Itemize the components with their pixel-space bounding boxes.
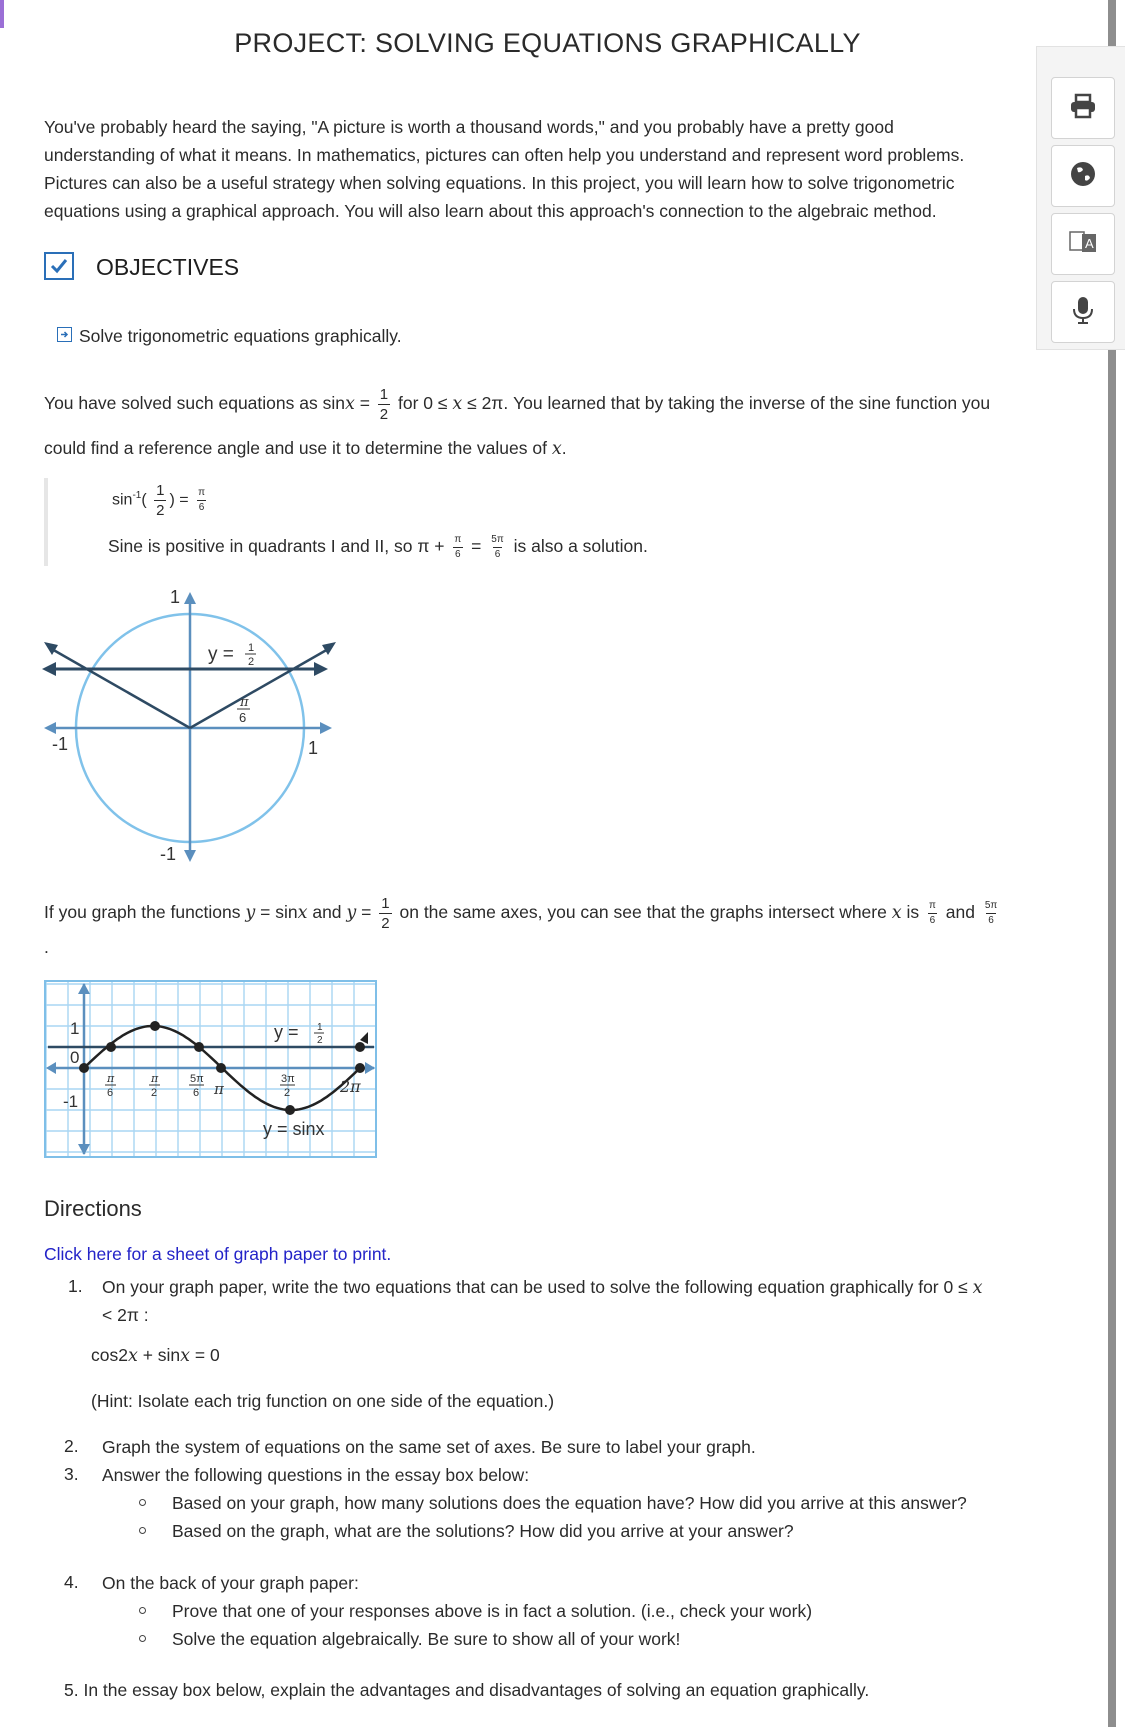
- quote-text-end: is also a solution.: [513, 536, 648, 556]
- var-x: x: [344, 394, 355, 415]
- point-pi: [216, 1063, 226, 1073]
- range-pre: for 0 ≤: [398, 393, 453, 414]
- step1-line1: On your graph paper, write the two equations that can be used to solve the following equation graphically for 0 ≤: [102, 1277, 973, 1297]
- eq-mid: + sin: [137, 1345, 181, 1365]
- graph-text-period: .: [44, 937, 49, 957]
- frac-num: π: [928, 900, 936, 911]
- frac-num: 1: [381, 895, 390, 912]
- point-2pi: [355, 1063, 365, 1073]
- intro-line-2: understanding of what it means. In mathematics, pictures can often help you understand and represent word problems.: [44, 145, 965, 165]
- ray-5pi-6: [50, 648, 190, 728]
- label-bottom-neg1: -1: [160, 844, 177, 864]
- step3-text: Answer the following questions in the essay box below:: [102, 1465, 530, 1485]
- y-axis-arrow-up: [184, 592, 196, 604]
- point-3pi-2: [285, 1105, 295, 1115]
- angle-den: 6: [239, 710, 247, 725]
- step1-number: 1.: [68, 1276, 83, 1296]
- point-origin: [79, 1063, 89, 1073]
- line-arrow-right: [314, 662, 328, 676]
- frac-den: 6: [198, 501, 205, 513]
- recall-text: You have solved such equations as sin: [44, 393, 345, 414]
- tick-3pi2-den: 2: [284, 1087, 291, 1099]
- ray-arrow-left: [44, 642, 58, 655]
- tick-pi2-den: 2: [151, 1087, 158, 1099]
- pi-over-6: [196, 488, 207, 513]
- ray-arrow-right: [322, 642, 336, 655]
- frac-num: π: [198, 486, 205, 498]
- line-arrow-left: [42, 662, 56, 676]
- label-left-neg1: -1: [52, 734, 69, 754]
- frac-num: 1: [379, 386, 389, 403]
- intersection-text: [44, 896, 1002, 931]
- var-y: y: [346, 903, 357, 924]
- step1-line2: < 2π :: [102, 1305, 149, 1325]
- label-half-num: 1: [317, 1022, 323, 1033]
- translate-button[interactable]: [1051, 213, 1115, 275]
- tool-panel: [1036, 46, 1125, 350]
- print-icon: [1069, 93, 1097, 124]
- pi-over-6: [452, 535, 463, 560]
- step3-bullet-2: Based on the graph, what are the solutions? How did you arrive at your answer?: [172, 1521, 794, 1541]
- gt-eq1: = sin: [255, 902, 298, 923]
- objective-item: Solve trigonometric equations graphically.: [79, 326, 402, 346]
- frac-num: 1: [156, 481, 165, 499]
- step4-number: 4.: [64, 1572, 79, 1592]
- graph-paper-link[interactable]: Click here for a sheet of graph paper to print.: [44, 1244, 392, 1264]
- recall-period: .: [561, 438, 567, 458]
- tick-5pi6-den: 6: [193, 1087, 200, 1099]
- point-pi-6: [106, 1042, 116, 1052]
- five-pi-over-6: [983, 901, 999, 926]
- step1-text: [102, 1273, 982, 1302]
- quote-bar: [44, 478, 48, 566]
- var-x: x: [452, 394, 463, 415]
- frac-den: 2: [156, 501, 165, 519]
- tick-pi6-num: π: [107, 1072, 115, 1085]
- frac-den: 2: [379, 406, 389, 423]
- frac-den: 6: [494, 548, 501, 560]
- label-1: 1: [70, 1019, 80, 1038]
- page-title: PROJECT: SOLVING EQUATIONS GRAPHICALLY: [234, 28, 861, 58]
- recall-eq: =: [354, 393, 370, 414]
- five-pi-over-6: [489, 535, 505, 560]
- frac-den: 2: [381, 915, 390, 932]
- gt-mid: on the same axes, you can see that the graphs intersect where: [394, 902, 892, 923]
- bullet: [139, 1607, 146, 1614]
- label-top-1: 1: [170, 588, 181, 607]
- quote-line-2: [108, 532, 648, 560]
- print-button[interactable]: [1051, 77, 1115, 139]
- tick-5pi6-num: 5π: [190, 1073, 204, 1085]
- translate-icon: [1068, 229, 1098, 260]
- bullet: [139, 1527, 146, 1534]
- label-sinx: y = sinx: [263, 1119, 325, 1139]
- label-neg1: -1: [63, 1092, 79, 1111]
- var-x: x: [180, 1346, 191, 1366]
- tick-pi2-num: π: [151, 1072, 159, 1085]
- sin-label: sin: [112, 491, 133, 509]
- frac-num: π: [454, 533, 462, 545]
- tick-pi6-den: 6: [107, 1087, 114, 1099]
- var-x: x: [297, 903, 308, 924]
- step3-bullet-1: Based on your graph, how many solutions does the equation have? How did you arrive at this answer?: [172, 1493, 967, 1513]
- label-half-den: 2: [317, 1035, 323, 1046]
- gt-eq2: =: [356, 902, 372, 923]
- label-y-equals: y =: [274, 1022, 299, 1042]
- objective-arrow-icon: [57, 327, 72, 342]
- microphone-button[interactable]: [1051, 281, 1115, 343]
- var-x: x: [891, 903, 902, 924]
- step2-number: 2.: [64, 1436, 79, 1456]
- eq-post: = 0: [190, 1345, 220, 1365]
- half-fraction: [379, 896, 391, 931]
- objectives-heading: OBJECTIVES: [96, 254, 240, 280]
- step4-bullet-1: Prove that one of your responses above is in fact a solution. (i.e., check your work): [172, 1601, 813, 1621]
- frac-den: 6: [455, 548, 461, 560]
- frac-den: 6: [929, 915, 936, 926]
- step2-text: Graph the system of equations on the same set of axes. Be sure to label your graph.: [102, 1437, 756, 1457]
- half-fraction: [378, 387, 390, 422]
- point-pi-2: [150, 1021, 160, 1031]
- tick-pi: π: [214, 1080, 224, 1098]
- var-x: x: [551, 439, 562, 459]
- x-axis-arrow-left: [46, 1062, 56, 1074]
- globe-icon: [1070, 161, 1096, 192]
- range-post: ≤ 2π. You learned that by taking the inverse of the sine function you: [462, 393, 991, 414]
- left-accent: [0, 0, 4, 28]
- frac-num: 5π: [491, 533, 504, 545]
- svg-text:A: A: [1085, 235, 1094, 251]
- var-y: y: [245, 903, 256, 924]
- frac-num: 5π: [984, 900, 998, 911]
- unit-circle-figure: [40, 588, 350, 870]
- step3-number: 3.: [64, 1464, 79, 1484]
- recall-line-1: [44, 387, 990, 422]
- recall-line2-text: could find a reference angle and use it to determine the values of: [44, 438, 552, 458]
- quote-text: Sine is positive in quadrants I and II, so π +: [108, 536, 445, 556]
- label-half-den: 2: [248, 656, 255, 668]
- globe-button[interactable]: [1051, 145, 1115, 207]
- label-y-equals: y =: [208, 644, 234, 665]
- step4-bullet-2: Solve the equation algebraically. Be sure to show all of your work!: [172, 1629, 681, 1649]
- open-paren: (: [141, 491, 147, 509]
- quote-eq: =: [471, 536, 482, 556]
- point-line-end: [355, 1042, 365, 1052]
- gt-is: is: [901, 902, 920, 923]
- bullet: [139, 1635, 146, 1642]
- intro-line-1: You've probably heard the saying, "A picture is worth a thousand words," and you probably have a pretty good: [44, 117, 894, 137]
- directions-heading: Directions: [44, 1196, 142, 1221]
- tick-3pi2-num: 3π: [281, 1073, 295, 1085]
- inverse-sine-expression: [112, 482, 210, 518]
- gt-and: and: [307, 902, 347, 923]
- frac-den: 6: [988, 915, 994, 926]
- sup-label: -1: [132, 490, 142, 501]
- tick-2pi: 2π: [340, 1077, 361, 1096]
- microphone-icon: [1072, 296, 1094, 329]
- x-axis-arrow-right: [365, 1062, 375, 1074]
- label-half-num: 1: [248, 642, 255, 654]
- gt-pre: If you graph the functions: [44, 902, 246, 923]
- var-x: x: [127, 1346, 138, 1366]
- label-0: 0: [70, 1048, 80, 1067]
- x-axis-arrow-right: [320, 722, 332, 734]
- intro-line-4: equations using a graphical approach. You will also learn about this approach's connection to the algebraic method.: [44, 201, 937, 221]
- gt-and2: and: [945, 902, 975, 923]
- eq-pre: cos2: [91, 1345, 128, 1365]
- recall-line-2: [44, 434, 567, 463]
- sine-graph-figure: [44, 980, 377, 1158]
- bullet: [139, 1499, 146, 1506]
- angle-num: π: [240, 695, 249, 710]
- close-paren: ) =: [169, 491, 189, 509]
- half-fraction: [154, 483, 166, 518]
- y-axis-arrow-down: [78, 1144, 90, 1155]
- point-5pi-6: [194, 1042, 204, 1052]
- pi-over-6: [927, 901, 938, 926]
- step4-text: On the back of your graph paper:: [102, 1573, 359, 1593]
- hint: (Hint: Isolate each trig function on one side of the equation.): [91, 1391, 555, 1411]
- objectives-check-icon: [44, 252, 74, 280]
- equation: [91, 1341, 220, 1370]
- x-axis-arrow-left: [44, 722, 56, 734]
- var-x: x: [972, 1278, 983, 1298]
- y-axis-arrow-down: [184, 850, 196, 862]
- intro-line-3: Pictures can also be a useful strategy when solving equations. In this project, you will learn how to solve trigonometric: [44, 173, 955, 193]
- label-right-1: 1: [308, 738, 319, 758]
- step5-text: 5. In the essay box below, explain the advantages and disadvantages of solving an equation graphically.: [64, 1680, 870, 1700]
